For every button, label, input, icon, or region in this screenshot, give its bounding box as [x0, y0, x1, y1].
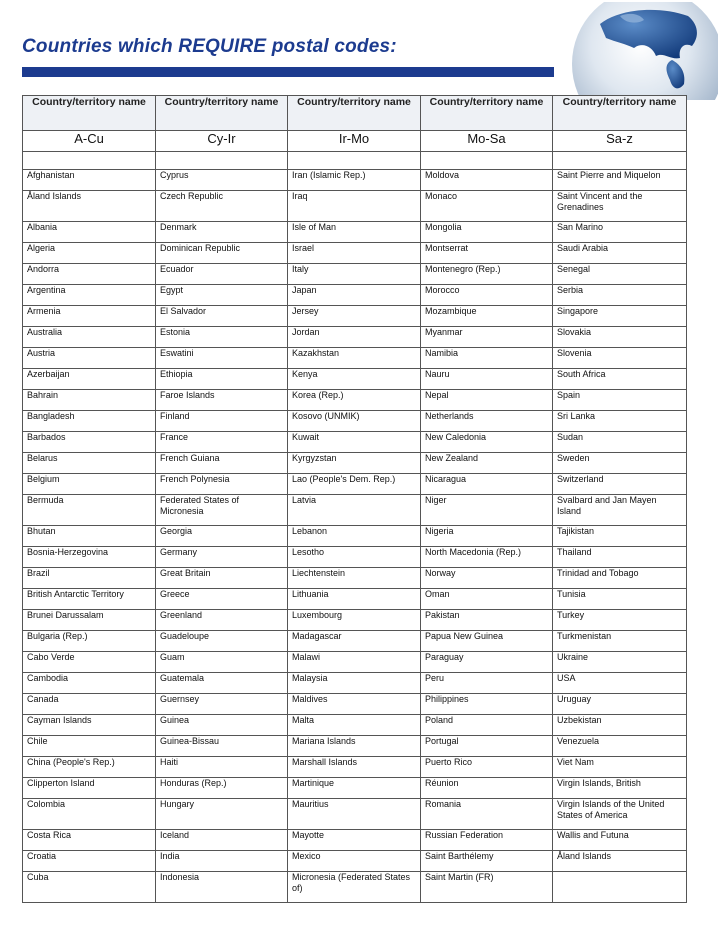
country-cell: Paraguay — [421, 652, 553, 673]
country-cell: Nicaragua — [421, 474, 553, 495]
country-cell: Thailand — [553, 547, 687, 568]
country-cell: Uzbekistan — [553, 715, 687, 736]
country-cell: Saint Pierre and Miquelon — [553, 170, 687, 191]
table-row — [23, 348, 687, 369]
country-cell: Cyprus — [156, 170, 288, 191]
country-cell: Haiti — [156, 757, 288, 778]
country-cell: Cabo Verde — [23, 652, 156, 673]
country-cell: Mayotte — [288, 830, 421, 851]
country-cell: North Macedonia (Rep.) — [421, 547, 553, 568]
country-cell: Senegal — [553, 264, 687, 285]
country-cell: Barbados — [23, 432, 156, 453]
country-cell: Guernsey — [156, 694, 288, 715]
country-cell: Colombia — [23, 799, 156, 830]
country-cell: Turkey — [553, 610, 687, 631]
country-cell: Slovakia — [553, 327, 687, 348]
table-row — [23, 610, 687, 631]
table-row — [23, 526, 687, 547]
globe-icon — [560, 2, 718, 100]
table-row — [23, 589, 687, 610]
country-cell: New Caledonia — [421, 432, 553, 453]
country-cell: Mauritius — [288, 799, 421, 830]
country-cell: Switzerland — [553, 474, 687, 495]
country-cell: Saint Barthélemy — [421, 851, 553, 872]
country-cell: Algeria — [23, 243, 156, 264]
country-cell: Kosovo (UNMIK) — [288, 411, 421, 432]
country-cell: Guinea-Bissau — [156, 736, 288, 757]
country-cell: Uruguay — [553, 694, 687, 715]
country-cell: Slovenia — [553, 348, 687, 369]
country-cell: Serbia — [553, 285, 687, 306]
country-cell: Romania — [421, 799, 553, 830]
country-cell: New Zealand — [421, 453, 553, 474]
country-cell: Åland Islands — [553, 851, 687, 872]
spacer-cell — [288, 152, 421, 170]
country-cell: Luxembourg — [288, 610, 421, 631]
column-header: Country/territory name — [288, 96, 421, 131]
country-cell: Cambodia — [23, 673, 156, 694]
country-cell: Albania — [23, 222, 156, 243]
country-cell: Philippines — [421, 694, 553, 715]
country-cell: France — [156, 432, 288, 453]
country-cell: Nepal — [421, 390, 553, 411]
country-cell: Korea (Rep.) — [288, 390, 421, 411]
country-cell: Lesotho — [288, 547, 421, 568]
country-cell: China (People's Rep.) — [23, 757, 156, 778]
country-cell: Singapore — [553, 306, 687, 327]
country-cell: Brunei Darussalam — [23, 610, 156, 631]
country-cell: Oman — [421, 589, 553, 610]
country-cell: Myanmar — [421, 327, 553, 348]
country-cell: Andorra — [23, 264, 156, 285]
postal-code-countries-table — [22, 95, 687, 903]
country-cell: Bangladesh — [23, 411, 156, 432]
country-cell: British Antarctic Territory — [23, 589, 156, 610]
table-row — [23, 851, 687, 872]
country-cell: Kuwait — [288, 432, 421, 453]
table-row — [23, 778, 687, 799]
table-row — [23, 369, 687, 390]
country-cell: Mariana Islands — [288, 736, 421, 757]
country-cell: Malta — [288, 715, 421, 736]
country-cell: Italy — [288, 264, 421, 285]
country-cell: Iceland — [156, 830, 288, 851]
column-range: A-Cu — [23, 131, 156, 152]
country-cell: Sweden — [553, 453, 687, 474]
country-cell: Micronesia (Federated States of) — [288, 872, 421, 903]
country-cell: Sri Lanka — [553, 411, 687, 432]
country-cell: USA — [553, 673, 687, 694]
country-cell: Cayman Islands — [23, 715, 156, 736]
country-cell: Lithuania — [288, 589, 421, 610]
country-cell: Nauru — [421, 369, 553, 390]
country-cell: South Africa — [553, 369, 687, 390]
country-cell: Guatemala — [156, 673, 288, 694]
country-cell: Eswatini — [156, 348, 288, 369]
country-cell: Lao (People's Dem. Rep.) — [288, 474, 421, 495]
country-cell: Tunisia — [553, 589, 687, 610]
country-cell — [553, 872, 687, 903]
spacer-cell — [23, 152, 156, 170]
table-row — [23, 432, 687, 453]
country-cell: Czech Republic — [156, 191, 288, 222]
table-row — [23, 285, 687, 306]
country-cell: Australia — [23, 327, 156, 348]
country-cell: Morocco — [421, 285, 553, 306]
table-row — [23, 453, 687, 474]
country-cell: Dominican Republic — [156, 243, 288, 264]
country-cell: Norway — [421, 568, 553, 589]
table-row — [23, 264, 687, 285]
column-range: Sa-z — [553, 131, 687, 152]
country-cell: Guam — [156, 652, 288, 673]
country-cell: Kenya — [288, 369, 421, 390]
table-row — [23, 872, 687, 903]
country-cell: Argentina — [23, 285, 156, 306]
country-cell: Russian Federation — [421, 830, 553, 851]
country-cell: Hungary — [156, 799, 288, 830]
column-header: Country/territory name — [421, 96, 553, 131]
table-row — [23, 757, 687, 778]
country-cell: Iraq — [288, 191, 421, 222]
country-cell: Lebanon — [288, 526, 421, 547]
country-cell: Israel — [288, 243, 421, 264]
column-header: Country/territory name — [156, 96, 288, 131]
country-cell: Bahrain — [23, 390, 156, 411]
country-cell: Maldives — [288, 694, 421, 715]
country-cell: Malaysia — [288, 673, 421, 694]
country-cell: Guinea — [156, 715, 288, 736]
country-cell: Mongolia — [421, 222, 553, 243]
country-cell: Kyrgyzstan — [288, 453, 421, 474]
country-cell: Georgia — [156, 526, 288, 547]
spacer-cell — [156, 152, 288, 170]
country-cell: Estonia — [156, 327, 288, 348]
country-cell: Ethiopia — [156, 369, 288, 390]
country-cell: Germany — [156, 547, 288, 568]
country-cell: Afghanistan — [23, 170, 156, 191]
country-cell: Croatia — [23, 851, 156, 872]
country-cell: Peru — [421, 673, 553, 694]
country-cell: Finland — [156, 411, 288, 432]
country-cell: Canada — [23, 694, 156, 715]
country-cell: Mexico — [288, 851, 421, 872]
page-title: Countries which REQUIRE postal codes: — [22, 36, 397, 57]
column-range: Ir-Mo — [288, 131, 421, 152]
country-cell: French Guiana — [156, 453, 288, 474]
country-cell: Netherlands — [421, 411, 553, 432]
country-cell: Ukraine — [553, 652, 687, 673]
spacer-cell — [553, 152, 687, 170]
country-cell: Latvia — [288, 495, 421, 526]
country-cell: Wallis and Futuna — [553, 830, 687, 851]
country-cell: Federated States of Micronesia — [156, 495, 288, 526]
country-cell: Armenia — [23, 306, 156, 327]
table-row — [23, 222, 687, 243]
country-cell: Åland Islands — [23, 191, 156, 222]
table-row — [23, 631, 687, 652]
country-cell: Martinique — [288, 778, 421, 799]
table-row — [23, 306, 687, 327]
country-cell: Clipperton Island — [23, 778, 156, 799]
column-header: Country/territory name — [553, 96, 687, 131]
table-row — [23, 327, 687, 348]
country-cell: Belgium — [23, 474, 156, 495]
table-row — [23, 191, 687, 222]
table-row — [23, 673, 687, 694]
table-row — [23, 547, 687, 568]
title-underline-bar — [22, 67, 554, 77]
country-cell: Portugal — [421, 736, 553, 757]
country-cell: Bosnia-Herzegovina — [23, 547, 156, 568]
country-cell: Egypt — [156, 285, 288, 306]
country-cell: Iran (Islamic Rep.) — [288, 170, 421, 191]
country-cell: Turkmenistan — [553, 631, 687, 652]
country-cell: Bhutan — [23, 526, 156, 547]
table-row — [23, 568, 687, 589]
country-cell: Réunion — [421, 778, 553, 799]
country-cell: Belarus — [23, 453, 156, 474]
table-row — [23, 495, 687, 526]
country-cell: San Marino — [553, 222, 687, 243]
country-cell: Papua New Guinea — [421, 631, 553, 652]
country-cell: Moldova — [421, 170, 553, 191]
country-cell: Faroe Islands — [156, 390, 288, 411]
country-cell: Great Britain — [156, 568, 288, 589]
country-cell: Pakistan — [421, 610, 553, 631]
country-cell: Sudan — [553, 432, 687, 453]
table-row — [23, 411, 687, 432]
country-cell: French Polynesia — [156, 474, 288, 495]
column-range: Cy-Ir — [156, 131, 288, 152]
country-cell: Montserrat — [421, 243, 553, 264]
table-row — [23, 652, 687, 673]
country-cell: Trinidad and Tobago — [553, 568, 687, 589]
country-cell: Saudi Arabia — [553, 243, 687, 264]
table-row — [23, 736, 687, 757]
country-cell: Japan — [288, 285, 421, 306]
country-cell: Brazil — [23, 568, 156, 589]
country-cell: El Salvador — [156, 306, 288, 327]
country-cell: Mozambique — [421, 306, 553, 327]
table-row — [23, 243, 687, 264]
country-cell: Niger — [421, 495, 553, 526]
country-cell: Marshall Islands — [288, 757, 421, 778]
table-row — [23, 694, 687, 715]
country-cell: Poland — [421, 715, 553, 736]
table-row — [23, 170, 687, 191]
country-cell: Guadeloupe — [156, 631, 288, 652]
country-cell: Jersey — [288, 306, 421, 327]
country-cell: Nigeria — [421, 526, 553, 547]
country-cell: Saint Martin (FR) — [421, 872, 553, 903]
table-row — [23, 799, 687, 830]
country-cell: Virgin Islands of the United States of America — [553, 799, 687, 830]
country-cell: Austria — [23, 348, 156, 369]
country-cell: India — [156, 851, 288, 872]
country-cell: Malawi — [288, 652, 421, 673]
country-cell: Saint Vincent and the Grenadines — [553, 191, 687, 222]
country-cell: Puerto Rico — [421, 757, 553, 778]
country-cell: Kazakhstan — [288, 348, 421, 369]
country-cell: Isle of Man — [288, 222, 421, 243]
table-row — [23, 830, 687, 851]
country-cell: Madagascar — [288, 631, 421, 652]
country-cell: Venezuela — [553, 736, 687, 757]
country-cell: Honduras (Rep.) — [156, 778, 288, 799]
country-cell: Viet Nam — [553, 757, 687, 778]
table-row — [23, 390, 687, 411]
country-cell: Indonesia — [156, 872, 288, 903]
country-cell: Costa Rica — [23, 830, 156, 851]
column-range: Mo-Sa — [421, 131, 553, 152]
country-cell: Liechtenstein — [288, 568, 421, 589]
country-cell: Ecuador — [156, 264, 288, 285]
country-cell: Greece — [156, 589, 288, 610]
country-cell: Montenegro (Rep.) — [421, 264, 553, 285]
country-cell: Tajikistan — [553, 526, 687, 547]
table-row — [23, 715, 687, 736]
country-cell: Cuba — [23, 872, 156, 903]
country-cell: Bulgaria (Rep.) — [23, 631, 156, 652]
country-cell: Spain — [553, 390, 687, 411]
country-cell: Monaco — [421, 191, 553, 222]
country-cell: Chile — [23, 736, 156, 757]
country-cell: Azerbaijan — [23, 369, 156, 390]
country-cell: Bermuda — [23, 495, 156, 526]
table-row — [23, 474, 687, 495]
spacer-cell — [421, 152, 553, 170]
country-cell: Namibia — [421, 348, 553, 369]
country-cell: Virgin Islands, British — [553, 778, 687, 799]
country-cell: Jordan — [288, 327, 421, 348]
country-cell: Greenland — [156, 610, 288, 631]
country-cell: Denmark — [156, 222, 288, 243]
country-cell: Svalbard and Jan Mayen Island — [553, 495, 687, 526]
column-header: Country/territory name — [23, 96, 156, 131]
